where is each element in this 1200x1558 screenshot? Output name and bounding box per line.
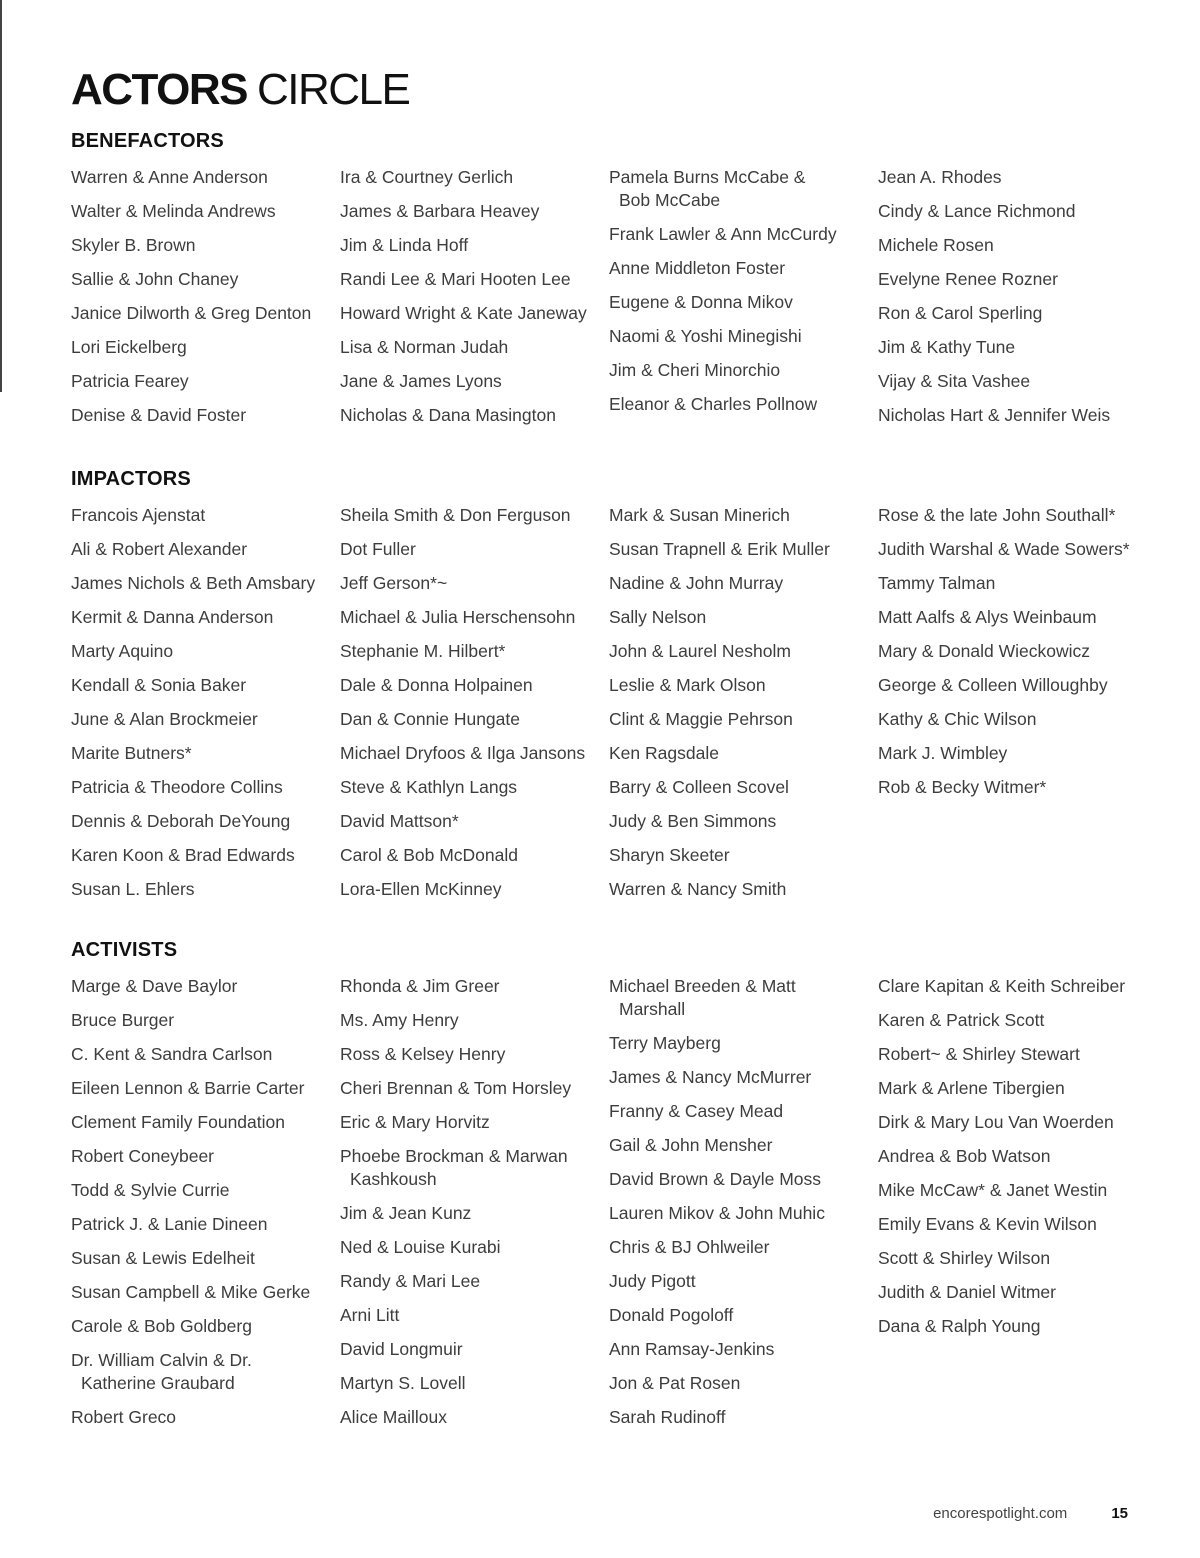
donor-name: Chris & BJ Ohlweiler [609,1236,770,1257]
donor-name: David Longmuir [340,1338,463,1359]
donor-name: Judith Warshal & Wade Sowers* [878,538,1130,559]
donor-name: Ned & Louise Kurabi [340,1236,501,1257]
donor-name: Clare Kapitan & Keith Schreiber [878,975,1126,996]
page-number: 15 [1111,1505,1128,1522]
donor-name: Michael Dryfoos & Ilga Jansons [340,742,586,763]
donor-name: Carol & Bob McDonald [340,844,518,865]
donor-name-line: Dr. William Calvin & Dr. [71,1349,252,1370]
donor-name: Jim & Jean Kunz [340,1202,472,1223]
page-title [71,62,409,118]
donor-name-continuation: Kashkoush [350,1168,437,1189]
name-column [71,160,340,432]
donor-name: Martyn S. Lovell [340,1372,466,1393]
donor-name: Donald Pogoloff [609,1304,734,1325]
donor-name: Rhonda & Jim Greer [340,975,500,996]
name-column [878,160,1151,432]
section-heading: ACTIVISTS [71,939,178,961]
donor-name: Skyler B. Brown [71,234,196,255]
donor-name: Janice Dilworth & Greg Denton [71,302,312,323]
donor-name: Mike McCaw* & Janet Westin [878,1179,1108,1200]
donor-name: Patricia & Theodore Collins [71,776,283,797]
donor-name: Eric & Mary Horvitz [340,1111,490,1132]
donor-name: Clint & Maggie Pehrson [609,708,793,729]
donor-name-line: Michael Breeden & Matt [609,975,796,996]
donor-name: Jane & James Lyons [340,370,502,391]
donor-name: Jeff Gerson*~ [340,572,448,593]
donor-name: James & Barbara Heavey [340,200,540,221]
donor-name: Robert Greco [71,1406,177,1427]
donor-name: Sally Nelson [609,606,707,627]
donor-name: Michele Rosen [878,234,994,255]
benefactors-section [71,126,1151,432]
donor-name: Naomi & Yoshi Minegishi [609,325,802,346]
donor-name: Vijay & Sita Vashee [878,370,1031,391]
donor-name: Anne Middleton Foster [609,257,786,278]
donor-name: Ann Ramsay-Jenkins [609,1338,775,1359]
donor-name: Randi Lee & Mari Hooten Lee [340,268,571,289]
donor-name: Susan & Lewis Edelheit [71,1247,255,1268]
donor-name: Nicholas & Dana Masington [340,404,556,425]
donor-name: Judith & Daniel Witmer [878,1281,1056,1302]
donor-name: Cindy & Lance Richmond [878,200,1076,221]
donor-name: Michael & Julia Herschensohn [340,606,576,627]
donor-name: Susan L. Ehlers [71,878,195,899]
donor-name: Rose & the late John Southall* [878,504,1116,525]
donor-name: Randy & Mari Lee [340,1270,481,1291]
donor-name: Matt Aalfs & Alys Weinbaum [878,606,1097,627]
donor-name: Evelyne Renee Rozner [878,268,1058,289]
page-footer [933,1504,1128,1524]
donor-name: Kendall & Sonia Baker [71,674,247,695]
donor-name: Andrea & Bob Watson [878,1145,1051,1166]
donor-name: George & Colleen Willoughby [878,674,1108,695]
donor-name: Emily Evans & Kevin Wilson [878,1213,1097,1234]
donor-name: Howard Wright & Kate Janeway [340,302,587,323]
donor-name: Carole & Bob Goldberg [71,1315,252,1336]
donor-name: James & Nancy McMurrer [609,1066,812,1087]
donor-name: Karen & Patrick Scott [878,1009,1045,1030]
donor-name: Kathy & Chic Wilson [878,708,1037,729]
donor-name: Ms. Amy Henry [340,1009,459,1030]
donor-name: Ira & Courtney Gerlich [340,166,514,187]
name-column [878,969,1151,1434]
donor-name: Patricia Fearey [71,370,189,391]
donor-name: Leslie & Mark Olson [609,674,766,695]
title-light: CIRCLE [256,65,410,114]
donor-name: Mark J. Wimbley [878,742,1008,763]
donor-name: Frank Lawler & Ann McCurdy [609,223,837,244]
donor-name: Ross & Kelsey Henry [340,1043,506,1064]
donor-name: Arni Litt [340,1304,400,1325]
donor-name: Denise & David Foster [71,404,247,425]
donor-name: Jim & Cheri Minorchio [609,359,781,380]
donor-name: Marite Butners* [71,742,192,763]
donor-name: Ken Ragsdale [609,742,719,763]
donor-name: Sarah Rudinoff [609,1406,726,1427]
donor-name: Warren & Nancy Smith [609,878,787,899]
donor-name: Rob & Becky Witmer* [878,776,1047,797]
donor-name: June & Alan Brockmeier [71,708,258,729]
donor-name: Terry Mayberg [609,1032,721,1053]
donor-name: Tammy Talman [878,572,996,593]
section-heading: IMPACTORS [71,468,191,490]
donor-name: Eileen Lennon & Barrie Carter [71,1077,305,1098]
donor-name: Jim & Kathy Tune [878,336,1016,357]
donor-name: Jim & Linda Hoff [340,234,469,255]
donor-name: Kermit & Danna Anderson [71,606,274,627]
name-column [340,498,609,906]
name-column [609,160,878,432]
donor-name: Franny & Casey Mead [609,1100,784,1121]
donor-name [340,1139,609,1196]
donor-name: Bruce Burger [71,1009,175,1030]
name-columns [71,498,1151,906]
donor-name: Steve & Kathlyn Langs [340,776,518,797]
footer-website: encorespotlight.com [933,1505,1068,1522]
donor-name: Todd & Sylvie Currie [71,1179,230,1200]
donor-name-line: Pamela Burns McCabe & [609,166,806,187]
donor-name: Judy Pigott [609,1270,696,1291]
donor-name: Eleanor & Charles Pollnow [609,393,818,414]
donor-name: C. Kent & Sandra Carlson [71,1043,273,1064]
donor-name: Lori Eickelberg [71,336,187,357]
donor-name: Walter & Melinda Andrews [71,200,276,221]
donor-name: Sallie & John Chaney [71,268,239,289]
donor-name: David Brown & Dayle Moss [609,1168,822,1189]
donor-name: Lisa & Norman Judah [340,336,509,357]
donor-name: Warren & Anne Anderson [71,166,268,187]
donor-name: Robert~ & Shirley Stewart [878,1043,1080,1064]
name-column [609,498,878,906]
name-column [340,969,609,1434]
donor-name: Karen Koon & Brad Edwards [71,844,295,865]
donor-name: Ron & Carol Sperling [878,302,1043,323]
donor-name: Nicholas Hart & Jennifer Weis [878,404,1111,425]
donor-name: Marty Aquino [71,640,174,661]
donor-name: Marge & Dave Baylor [71,975,238,996]
donor-name: Lora-Ellen McKinney [340,878,502,899]
donor-name: Francois Ajenstat [71,504,206,525]
name-column [609,969,878,1434]
donor-name: Stephanie M. Hilbert* [340,640,506,661]
name-columns [71,160,1151,432]
section-heading: BENEFACTORS [71,130,224,152]
donor-name-continuation: Marshall [619,998,686,1019]
donor-name: John & Laurel Nesholm [609,640,791,661]
name-column [878,498,1151,906]
donor-name [71,1343,340,1400]
donor-name-continuation: Bob McCabe [619,189,721,210]
donor-name: Alice Mailloux [340,1406,447,1427]
donor-name: David Mattson* [340,810,459,831]
donor-name: Jon & Pat Rosen [609,1372,741,1393]
donor-name: Scott & Shirley Wilson [878,1247,1051,1268]
name-column [71,969,340,1434]
donor-name: Lauren Mikov & John Muhic [609,1202,825,1223]
donor-name: Sharyn Skeeter [609,844,730,865]
donor-name: James Nichols & Beth Amsbary [71,572,316,593]
donor-name: Barry & Colleen Scovel [609,776,789,797]
donor-name: Mark & Arlene Tibergien [878,1077,1065,1098]
name-columns [71,969,1151,1434]
donor-name: Dennis & Deborah DeYoung [71,810,291,831]
donor-name: Gail & John Mensher [609,1134,773,1155]
donor-name: Jean A. Rhodes [878,166,1002,187]
donor-name: Nadine & John Murray [609,572,784,593]
donor-name [609,969,878,1026]
impactors-section [71,464,1151,906]
donor-name: Patrick J. & Lanie Dineen [71,1213,268,1234]
name-column [340,160,609,432]
name-column [71,498,340,906]
activists-section [71,935,1151,1434]
donor-name: Clement Family Foundation [71,1111,285,1132]
donor-name: Robert Coneybeer [71,1145,214,1166]
donor-name: Judy & Ben Simmons [609,810,777,831]
donor-name: Dot Fuller [340,538,416,559]
donor-name: Sheila Smith & Don Ferguson [340,504,571,525]
donor-name: Eugene & Donna Mikov [609,291,793,312]
donor-name: Dirk & Mary Lou Van Woerden [878,1111,1114,1132]
donor-name: Cheri Brennan & Tom Horsley [340,1077,572,1098]
donor-name: Susan Campbell & Mike Gerke [71,1281,311,1302]
donor-name: Ali & Robert Alexander [71,538,248,559]
donor-name: Dan & Connie Hungate [340,708,520,729]
donor-name [609,160,878,217]
donor-name: Dale & Donna Holpainen [340,674,533,695]
donor-name: Dana & Ralph Young [878,1315,1041,1336]
donor-name: Mary & Donald Wieckowicz [878,640,1090,661]
donor-name: Mark & Susan Minerich [609,504,790,525]
edge-rule [0,0,2,392]
donor-name-line: Phoebe Brockman & Marwan [340,1145,568,1166]
title-bold: ACTORS [71,65,247,114]
donor-name-continuation: Katherine Graubard [81,1372,235,1393]
donor-name: Susan Trapnell & Erik Muller [609,538,830,559]
